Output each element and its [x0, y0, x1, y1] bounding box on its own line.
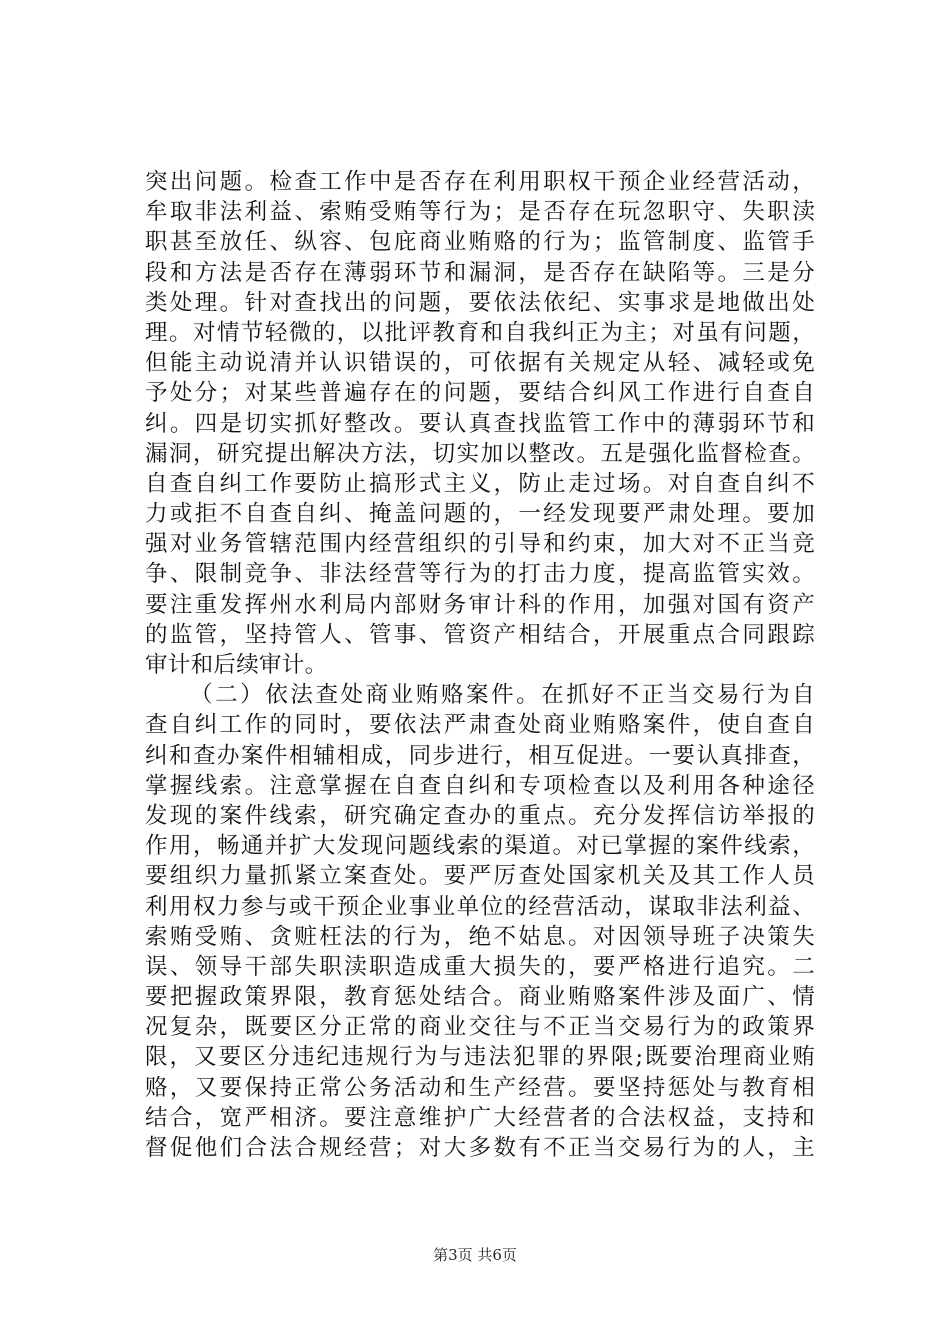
text-line: 查自纠工作的同时，要依法严肃查处商业贿赂案件，使自查自 [145, 712, 815, 739]
text-line: 督促他们合法合规经营；对大多数有不正当交易行为的人，主 [145, 1135, 815, 1161]
text-line: 况复杂，既要区分正常的商业交往与不正当交易行为的政策界 [145, 1014, 815, 1041]
paragraph-heading-line: （二）依法查处商业贿赂案件。在抓好不正当交易行为自 [190, 682, 815, 709]
text-line: 发现的案件线索，研究确定查办的重点。充分发挥信访举报的 [145, 802, 815, 829]
text-line: 掌握线索。注意掌握在自查自纠和专项检查以及利用各种途径 [145, 772, 815, 799]
text-line: 限，又要区分违纪违规行为与违法犯罪的界限;既要治理商业贿 [145, 1044, 815, 1071]
text-line: 强对业务管辖范围内经营组织的引导和约束，加大对不正当竞 [145, 531, 815, 558]
text-line: 赂，又要保持正常公务活动和生产经营。要坚持惩处与教育相 [145, 1074, 815, 1101]
text-line: 理。对情节轻微的，以批评教育和自我纠正为主；对虽有问题， [145, 319, 815, 346]
page-number-footer: 第3页 共6页 [433, 1246, 517, 1264]
text-line: 纠。四是切实抓好整改。要认真查找监管工作中的薄弱环节和 [145, 410, 815, 437]
text-line: 审计和后续审计。 [145, 652, 328, 678]
text-line: 误、领导干部失职渎职造成重大损失的，要严格进行追究。二 [145, 953, 815, 980]
text-line: 予处分；对某些普遍存在的问题，要结合纠风工作进行自查自 [145, 380, 815, 407]
text-line: 类处理。针对查找出的问题，要依法依纪、实事求是地做出处 [145, 289, 815, 316]
text-line: 但能主动说清并认识错误的，可依据有关规定从轻、减轻或免 [145, 350, 815, 377]
text-line: 职甚至放任、纵容、包庇商业贿赂的行为；监管制度、监管手 [145, 229, 815, 256]
text-line: 利用权力参与或干预企业事业单位的经营活动，谋取非法利益、 [145, 893, 815, 920]
text-line: 要把握政策界限，教育惩处结合。商业贿赂案件涉及面广、情 [145, 984, 815, 1011]
text-line: 索贿受贿、贪赃枉法的行为，绝不姑息。对因领导班子决策失 [145, 923, 815, 950]
text-line: 纠和查办案件相辅相成，同步进行，相互促进。一要认真排查， [145, 742, 815, 769]
text-line: 牟取非法利益、索贿受贿等行为；是否存在玩忽职守、失职渎 [145, 199, 815, 226]
text-line: 漏洞，研究提出解决方法，切实加以整改。五是强化监督检查。 [145, 440, 815, 467]
text-line: 要注重发挥州水利局内部财务审计科的作用，加强对国有资产 [145, 591, 815, 618]
body-text [145, 167, 815, 1163]
text-line: 的监管，坚持管人、管事、管资产相结合，开展重点合同跟踪 [145, 621, 815, 648]
text-line: 自查自纠工作要防止搞形式主义，防止走过场。对自查自纠不 [145, 470, 815, 497]
text-line: 要组织力量抓紧立案查处。要严厉查处国家机关及其工作人员 [145, 863, 815, 890]
text-line: 结合，宽严相济。要注意维护广大经营者的合法权益，支持和 [145, 1104, 815, 1131]
text-line: 争、限制竞争、非法经营等行为的打击力度，提高监管实效。 [145, 561, 815, 588]
text-line: 突出问题。检查工作中是否存在利用职权干预企业经营活动， [145, 169, 815, 195]
text-line: 作用，畅通并扩大发现问题线索的渠道。对已掌握的案件线索， [145, 833, 815, 860]
text-line: 力或拒不自查自纠、掩盖问题的，一经发现要严肃处理。要加 [145, 501, 815, 528]
text-line: 段和方法是否存在薄弱环节和漏洞，是否存在缺陷等。三是分 [145, 259, 815, 286]
